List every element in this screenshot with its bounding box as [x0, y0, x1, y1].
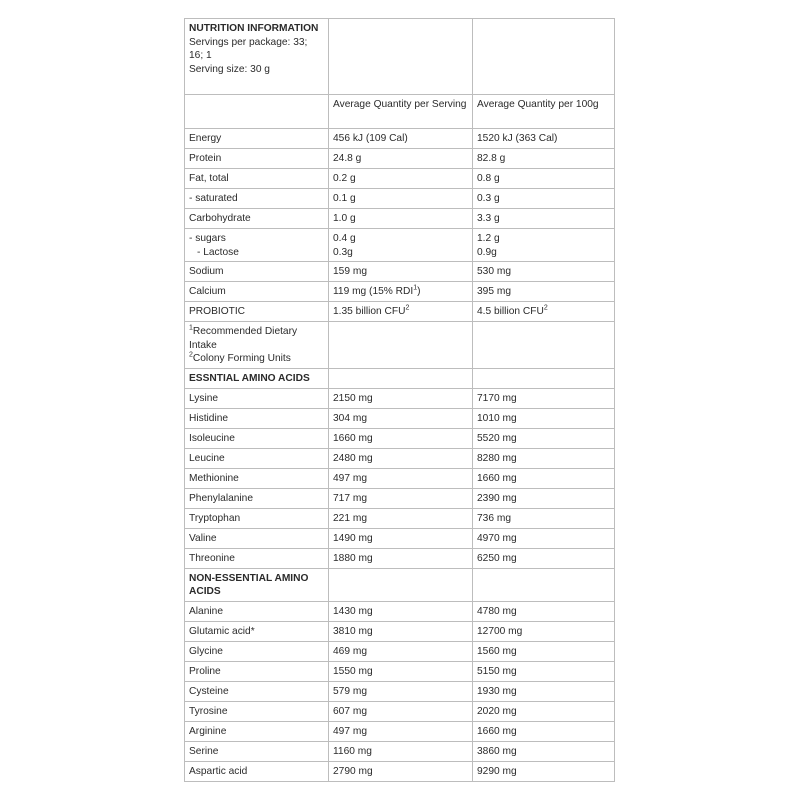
nutrient-name: Valine [185, 528, 329, 548]
value-per-serving: 1490 mg [329, 528, 473, 548]
empty-cell [473, 368, 615, 388]
value-per-100g: 1560 mg [473, 641, 615, 661]
value-per-100g [473, 229, 615, 262]
footnote-marker: 1 [189, 324, 193, 332]
nutrient-row [185, 149, 615, 169]
nutrition-panel [184, 18, 614, 782]
header-cell [185, 19, 329, 95]
column-header-serving: Average Quantity per Serving [329, 95, 473, 129]
value-per-serving: 24.8 g [329, 149, 473, 169]
value-per-100g: 4780 mg [473, 601, 615, 621]
footnote-2 [189, 352, 324, 366]
footnote-2-text: Colony Forming Units [192, 353, 291, 364]
value-per-serving: 1430 mg [329, 601, 473, 621]
footnote-marker: 1 [413, 284, 418, 292]
sugars-row [185, 229, 615, 262]
value-per-100g [473, 302, 615, 322]
nutrient-name: Methionine [185, 468, 329, 488]
sugars-serving: 0.4 g [333, 233, 356, 244]
footnotes-cell [185, 322, 329, 369]
value-per-100g: 82.8 g [473, 149, 615, 169]
nutrient-name: Tyrosine [185, 701, 329, 721]
amino-acid-row [185, 488, 615, 508]
footnote-1-text: Recommended Dietary Intake [189, 326, 298, 351]
value-per-serving: 3810 mg [329, 621, 473, 641]
footnote-marker: 2 [543, 304, 548, 312]
value-per-serving: 159 mg [329, 262, 473, 282]
non-essential-amino-acids-header [185, 568, 615, 601]
nutrient-name: Aspartic acid [185, 761, 329, 781]
value-per-100g: 3.3 g [473, 209, 615, 229]
nutrient-name: PROBIOTIC [185, 302, 329, 322]
essential-amino-acids-header [185, 368, 615, 388]
nutrition-table [184, 18, 615, 782]
nutrient-name: Leucine [185, 448, 329, 468]
essential-amino-acids-header-title: ESSNTIAL AMINO ACIDS [185, 368, 329, 388]
nutrient-name: - saturated [185, 189, 329, 209]
value-per-serving: 1660 mg [329, 428, 473, 448]
probiotic-per100: 4.5 billion CFU [477, 306, 544, 317]
value-per-100g: 4970 mg [473, 528, 615, 548]
value-per-serving: 497 mg [329, 721, 473, 741]
value-per-100g: 395 mg [473, 282, 615, 302]
empty-cell [329, 19, 473, 95]
nutrient-name: Isoleucine [185, 428, 329, 448]
value-per-serving: 304 mg [329, 408, 473, 428]
amino-acid-row [185, 661, 615, 681]
value-per-100g: 9290 mg [473, 761, 615, 781]
value-per-100g: 1660 mg [473, 468, 615, 488]
nutrient-name: Glycine [185, 641, 329, 661]
sugars-label: - sugars [189, 233, 226, 244]
amino-acid-row [185, 528, 615, 548]
value-per-100g: 530 mg [473, 262, 615, 282]
nutrient-row [185, 169, 615, 189]
nutrient-name: Proline [185, 661, 329, 681]
empty-cell [329, 322, 473, 369]
value-per-serving: 221 mg [329, 508, 473, 528]
amino-acid-row [185, 701, 615, 721]
value-per-100g: 1520 kJ (363 Cal) [473, 129, 615, 149]
serving-size: Serving size: 30 g [189, 63, 270, 75]
nutrient-name: Carbohydrate [185, 209, 329, 229]
value-per-100g: 736 mg [473, 508, 615, 528]
nutrient-name: Arginine [185, 721, 329, 741]
value-per-serving: 0.2 g [329, 169, 473, 189]
value-per-100g: 3860 mg [473, 741, 615, 761]
empty-cell [329, 368, 473, 388]
nutrient-name: Lysine [185, 388, 329, 408]
column-header-100g: Average Quantity per 100g [473, 95, 615, 129]
footnote-1 [189, 325, 324, 352]
amino-acid-row [185, 641, 615, 661]
value-per-100g: 12700 mg [473, 621, 615, 641]
nutrient-row [185, 189, 615, 209]
amino-acid-row [185, 468, 615, 488]
nutrient-name [185, 229, 329, 262]
empty-cell [473, 322, 615, 369]
value-per-serving [329, 282, 473, 302]
nutrient-name: Cysteine [185, 681, 329, 701]
amino-acid-row [185, 741, 615, 761]
nutrition-title: NUTRITION INFORMATION [189, 23, 319, 34]
nutrient-name: Protein [185, 149, 329, 169]
value-per-100g: 1660 mg [473, 721, 615, 741]
value-per-serving: 1160 mg [329, 741, 473, 761]
servings-per-package: Servings per package: 33; 16; 1 [189, 36, 308, 61]
nutrient-name: Tryptophan [185, 508, 329, 528]
value-per-serving: 2150 mg [329, 388, 473, 408]
nutrient-row [185, 209, 615, 229]
value-per-serving: 469 mg [329, 641, 473, 661]
nutrient-name: Phenylalanine [185, 488, 329, 508]
value-per-serving: 579 mg [329, 681, 473, 701]
value-per-100g: 7170 mg [473, 388, 615, 408]
amino-acid-row [185, 428, 615, 448]
value-per-100g: 8280 mg [473, 448, 615, 468]
amino-acid-row [185, 448, 615, 468]
empty-cell [185, 95, 329, 129]
amino-acid-row [185, 408, 615, 428]
amino-acid-row [185, 761, 615, 781]
calcium-serving: 119 mg (15% RDI [333, 286, 414, 297]
amino-acid-row [185, 601, 615, 621]
value-per-serving: 497 mg [329, 468, 473, 488]
nutrient-row [185, 129, 615, 149]
header-row [185, 19, 615, 95]
footnotes-row [185, 322, 615, 369]
value-per-100g: 6250 mg [473, 548, 615, 568]
nutrient-name: Alanine [185, 601, 329, 621]
nutrient-name: Calcium [185, 282, 329, 302]
value-per-serving: 1.0 g [329, 209, 473, 229]
non-essential-amino-acids-header-title: NON-ESSENTIAL AMINO ACIDS [185, 568, 329, 601]
probiotic-serving: 1.35 billion CFU [333, 306, 406, 317]
amino-acid-row [185, 548, 615, 568]
empty-cell [473, 568, 615, 601]
value-per-serving: 717 mg [329, 488, 473, 508]
value-per-100g: 2390 mg [473, 488, 615, 508]
footnote-marker: 2 [405, 304, 410, 312]
value-per-100g: 1010 mg [473, 408, 615, 428]
calcium-serving-end: ) [417, 286, 421, 297]
lactose-serving: 0.3g [333, 246, 353, 258]
nutrient-row [185, 262, 615, 282]
nutrient-name: Energy [185, 129, 329, 149]
amino-acid-row [185, 721, 615, 741]
nutrient-name: Fat, total [185, 169, 329, 189]
amino-acid-row [185, 508, 615, 528]
value-per-100g: 2020 mg [473, 701, 615, 721]
value-per-100g: 5520 mg [473, 428, 615, 448]
value-per-100g: 0.3 g [473, 189, 615, 209]
value-per-serving: 2790 mg [329, 761, 473, 781]
value-per-100g: 5150 mg [473, 661, 615, 681]
value-per-serving: 1550 mg [329, 661, 473, 681]
column-header-row [185, 95, 615, 129]
amino-acid-row [185, 621, 615, 641]
nutrient-name: Glutamic acid* [185, 621, 329, 641]
nutrient-name: Sodium [185, 262, 329, 282]
footnote-marker: 2 [189, 351, 193, 359]
value-per-serving: 456 kJ (109 Cal) [329, 129, 473, 149]
sugars-per100: 1.2 g [477, 233, 500, 244]
nutrient-name: Serine [185, 741, 329, 761]
empty-cell [473, 19, 615, 95]
value-per-serving [329, 229, 473, 262]
value-per-serving: 0.1 g [329, 189, 473, 209]
nutrient-name: Histidine [185, 408, 329, 428]
empty-cell [329, 568, 473, 601]
nutrient-name: Threonine [185, 548, 329, 568]
value-per-serving: 1880 mg [329, 548, 473, 568]
value-per-100g: 0.8 g [473, 169, 615, 189]
value-per-serving: 2480 mg [329, 448, 473, 468]
calcium-row [185, 282, 615, 302]
probiotic-row [185, 302, 615, 322]
value-per-serving [329, 302, 473, 322]
amino-acid-row [185, 388, 615, 408]
amino-acid-row [185, 681, 615, 701]
lactose-per100: 0.9g [477, 246, 497, 258]
value-per-serving: 607 mg [329, 701, 473, 721]
value-per-100g: 1930 mg [473, 681, 615, 701]
lactose-label: - Lactose [197, 246, 239, 258]
